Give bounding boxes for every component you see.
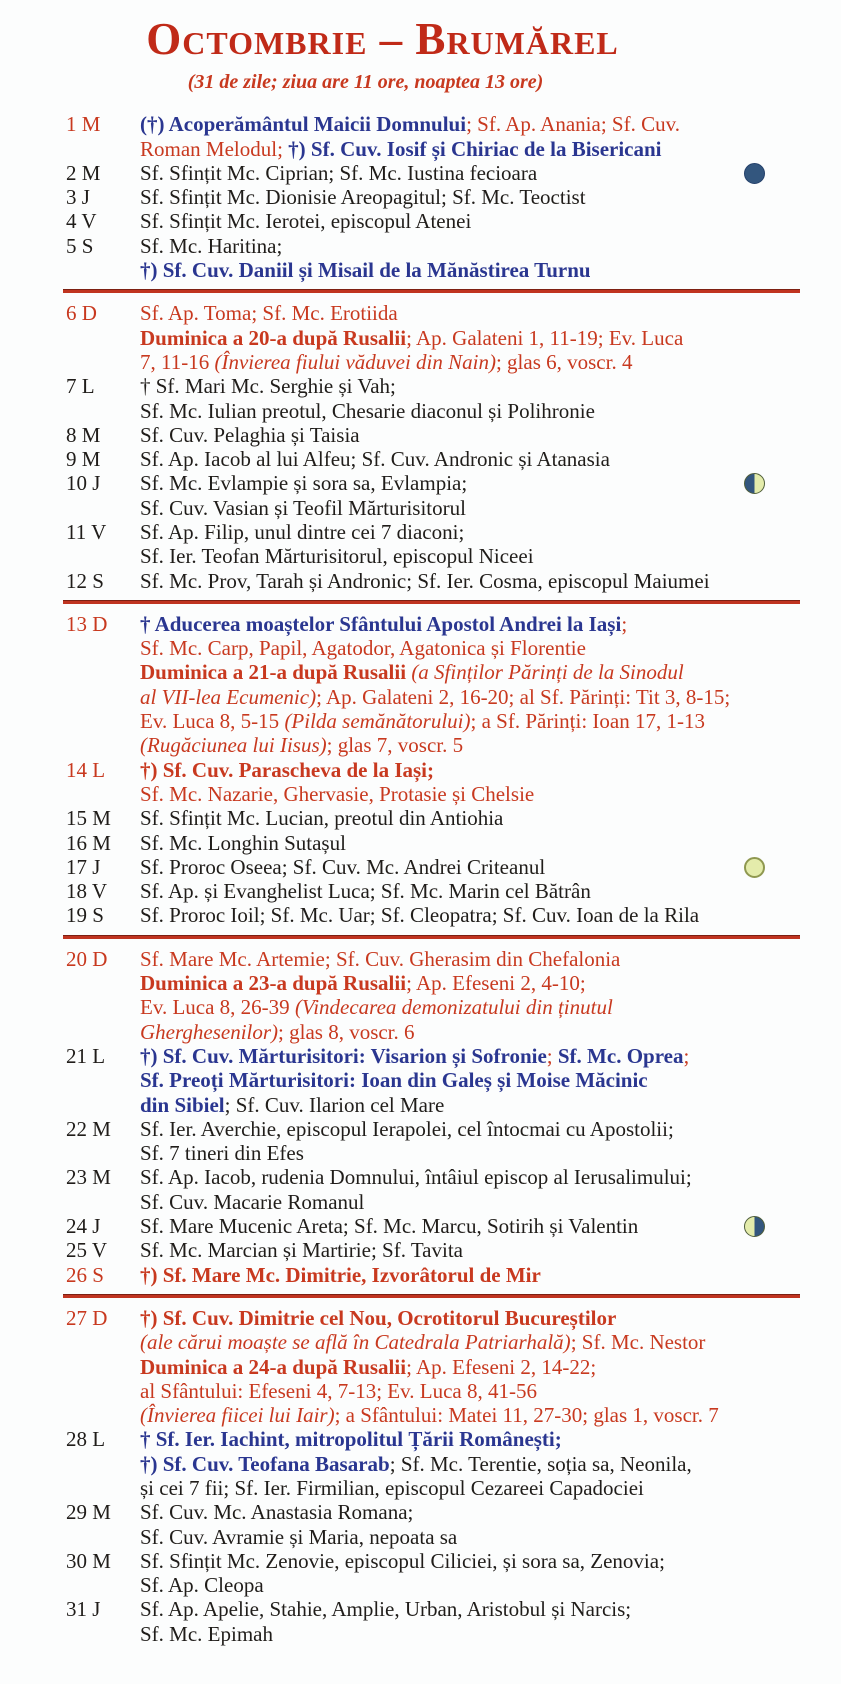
day-row <box>66 612 811 758</box>
entry-text: 7, 11-16 <box>140 349 215 374</box>
entry-line <box>140 1263 811 1287</box>
entry-line <box>140 112 811 136</box>
day-label: 8 M <box>66 422 101 447</box>
day-entry <box>140 185 811 209</box>
entry-line <box>140 660 811 684</box>
entry-line <box>140 1044 811 1068</box>
entry-text: Sf. Ap. și Evanghelist Luca; Sf. Mc. Marin cel Bătrân <box>140 879 591 904</box>
entry-line <box>140 831 811 855</box>
entry-line <box>140 209 811 233</box>
entry-text: Sf. Cuv. Mc. Anastasia Romana; <box>140 1500 414 1525</box>
entry-text: Sf. Mc. Carp, Papil, Agatodor, Agatonica și Florentie <box>140 636 586 661</box>
day-label: 14 L <box>66 757 106 782</box>
entry-text: ; Sf. Mc. Terentie, soția sa, Neonila, <box>389 1451 692 1476</box>
entry-text: Sf. Mc. Prov, Tarah și Andronic; Sf. Ier. Cosma, episcopul Maiumei <box>140 568 710 593</box>
entry-line <box>140 971 811 995</box>
day-label: 18 V <box>66 879 108 904</box>
entry-line <box>140 374 811 398</box>
entry-text: † Sf. Mari Mc. Serghie și Vah; <box>140 374 396 399</box>
entry-line <box>140 995 811 1019</box>
entry-text: Sf. Mc. Marcian și Martirie; Sf. Tavita <box>140 1238 463 1263</box>
entry-text: Sf. Preoți Mărturisitori: Ioan din Galeș și Moise Măcinic <box>140 1068 648 1093</box>
entry-text: †) Sf. Cuv. Iosif și Chiriac de la Bisericani <box>288 136 662 161</box>
entry-text: Sf. Sfințit Mc. Ciprian; Sf. Mc. Iustina fecioara <box>140 160 538 185</box>
day-entry <box>140 161 811 185</box>
entry-text: Duminica a 23-a după Rusalii <box>140 971 407 996</box>
day-label: 3 J <box>66 185 90 210</box>
entry-text: al Sfântului: Efeseni 4, 7-13; Ev. Luca 8, 41-56 <box>140 1378 537 1403</box>
entry-text: Ev. Luca 8, 5-15 <box>140 709 285 734</box>
day-row <box>66 112 811 161</box>
day-row <box>66 855 811 879</box>
day-label: 30 M <box>66 1548 111 1573</box>
day-entry <box>140 1165 811 1214</box>
day-label: 21 L <box>66 1043 106 1068</box>
entry-text: Sf. Ap. Toma; Sf. Mc. Erotiida <box>140 301 398 326</box>
entry-line <box>140 1117 811 1141</box>
day-row <box>66 447 811 471</box>
day-label: 6 D <box>66 301 97 326</box>
entry-text: Sf. Cuv. Macarie Romanul <box>140 1189 365 1214</box>
entry-text: Sf. Sfințit Mc. Ierotei, episcopul Atenei <box>140 209 472 234</box>
new-moon-icon <box>744 163 765 184</box>
day-label: 5 S <box>66 233 94 258</box>
entry-line <box>140 879 811 903</box>
entry-line <box>140 1093 811 1117</box>
entry-line <box>140 1525 811 1549</box>
day-row <box>66 1500 811 1549</box>
day-row <box>66 903 811 927</box>
day-row <box>66 209 811 233</box>
day-row <box>66 569 811 593</box>
day-entry <box>140 806 811 830</box>
day-entry <box>140 903 811 927</box>
day-entry <box>140 1500 811 1549</box>
entry-line <box>140 709 811 733</box>
day-entry <box>140 1549 811 1598</box>
day-entry <box>140 879 811 903</box>
entry-text: ; Ap. Galateni 1, 11-19; Ev. Luca <box>406 325 684 350</box>
day-label: 26 S <box>66 1262 104 1287</box>
entry-text: (Pilda semănătorului) <box>284 709 471 734</box>
day-entry <box>140 209 811 233</box>
entry-line <box>140 447 811 471</box>
entry-text: Sf. Mc. Evlampie și sora sa, Evlampia; <box>140 471 468 496</box>
entry-text: Gherghesenilor) <box>140 1019 279 1044</box>
entry-text: Sf. Sfințit Mc. Dionisie Areopagitul; Sf. Mc. Teoctist <box>140 185 586 210</box>
day-row <box>66 1427 811 1500</box>
entry-text: Sf. Ap. Filip, unul dintre cei 7 diaconi; <box>140 520 465 544</box>
day-entry <box>140 1306 811 1427</box>
day-label: 12 S <box>66 568 104 593</box>
day-label: 23 M <box>66 1165 111 1190</box>
day-row <box>66 806 811 830</box>
day-label: 11 V <box>66 520 107 544</box>
entry-text: Sf. Cuv. Vasian și Teofil Mărturisitorul <box>140 495 466 520</box>
entry-line <box>140 258 811 282</box>
entry-line <box>140 733 811 757</box>
day-label: 28 L <box>66 1427 106 1452</box>
entry-line <box>140 1068 811 1092</box>
entry-text: ; Sf. Mc. Nestor <box>570 1330 706 1355</box>
day-row <box>66 374 811 423</box>
entry-text: Sf. Mc. Oprea <box>557 1043 684 1068</box>
day-entry <box>140 1044 811 1117</box>
day-row <box>66 1117 811 1166</box>
day-entry <box>140 831 811 855</box>
day-entry <box>140 423 811 447</box>
day-row <box>66 520 811 569</box>
day-label: 27 D <box>66 1305 108 1330</box>
entry-text: Sf. Ap. Iacob al lui Alfeu; Sf. Cuv. Andronic și Atanasia <box>140 447 610 472</box>
entry-text: †) Sf. Cuv. Daniil și Misail de la Mănăstirea Turnu <box>140 258 591 283</box>
day-row <box>66 185 811 209</box>
day-label: 7 L <box>66 374 95 399</box>
day-row <box>66 879 811 903</box>
day-entry <box>140 1597 811 1646</box>
day-label: 2 M <box>66 160 101 185</box>
day-entry <box>140 612 811 758</box>
entry-line <box>140 301 811 325</box>
entry-text: Sf. Mc. Haritina; <box>140 233 283 258</box>
entry-text: † Aducerea moaștelor Sfântului Apostol Andrei la Iași <box>140 611 622 636</box>
day-label: 31 J <box>66 1597 101 1622</box>
day-label: 17 J <box>66 854 101 879</box>
entry-line <box>140 685 811 709</box>
day-label: 20 D <box>66 946 108 971</box>
entry-text: ; <box>683 1043 690 1068</box>
entry-line <box>140 1452 811 1476</box>
day-row <box>66 471 811 520</box>
entry-text: † Sf. Ier. Iachint, mitropolitul Țării Românești; <box>140 1427 562 1452</box>
entry-line <box>140 1214 811 1238</box>
entry-text: (a Sfinților Părinți de la Sinodul <box>406 660 684 685</box>
day-entry <box>140 1427 811 1500</box>
entry-line <box>140 1190 811 1214</box>
entry-text: ; <box>546 1043 558 1068</box>
entry-line <box>140 423 811 447</box>
entry-text: (†) Acoperământul Maicii Domnului <box>140 112 467 137</box>
day-entry <box>140 1263 811 1287</box>
entry-text: †) Sf. Cuv. Teofana Basarab <box>140 1451 390 1476</box>
entry-text: Sf. Mc. Iulian preotul, Chesarie diaconul și Polihronie <box>140 398 595 423</box>
entry-text: ; a Sfântului: Matei 11, 27-30; glas 1, voscr. 7 <box>334 1403 719 1428</box>
entry-text: Ev. Luca 8, 26-39 <box>140 995 295 1020</box>
entry-text: ; Ap. Galateni 2, 16-20; al Sf. Părinți: Tit 3, 8-15; <box>316 684 731 709</box>
day-row <box>66 1549 811 1598</box>
entry-line <box>140 185 811 209</box>
entry-text: Sf. Cuv. Avramie și Maria, nepoata sa <box>140 1524 458 1549</box>
entry-line <box>140 1141 811 1165</box>
entry-line <box>140 612 811 636</box>
entry-text: ; Ap. Efeseni 2, 14-22; <box>406 1354 597 1379</box>
day-row <box>66 1263 811 1287</box>
entry-text: ; a Sf. Părinți: Ioan 17, 1-13 <box>470 709 705 734</box>
last-moon-icon <box>744 1216 765 1237</box>
entry-text: ; Sf. Cuv. Ilarion cel Mare <box>224 1092 445 1117</box>
entry-line <box>140 569 811 593</box>
day-row <box>66 1238 811 1262</box>
entry-line <box>140 161 811 185</box>
entry-text: Sf. Ap. Iacob, rudenia Domnului, întâiul episcop al Ierusalimului; <box>140 1165 692 1190</box>
day-row <box>66 831 811 855</box>
day-label: 4 V <box>66 209 97 234</box>
day-label: 29 M <box>66 1500 111 1525</box>
entry-text: Sf. Ap. Apelie, Stahie, Amplie, Urban, Aristobul și Narcis; <box>140 1597 632 1622</box>
entry-text: Sf. Ier. Teofan Mărturisitorul, episcopul Niceei <box>140 544 534 569</box>
entry-text: (Învierea fiului văduvei din Nain) <box>214 349 496 374</box>
day-row <box>66 1306 811 1427</box>
entry-text: ; <box>621 611 628 636</box>
week-separator-rule <box>63 935 800 939</box>
day-entry <box>140 1214 811 1238</box>
day-entry <box>140 947 811 1044</box>
entry-line <box>140 1355 811 1379</box>
day-label: 13 D <box>66 611 108 636</box>
entry-line <box>140 326 811 350</box>
entry-line <box>140 1165 811 1189</box>
page-title: Octombrie – Brumărel <box>146 14 619 64</box>
day-entry <box>140 471 811 520</box>
page-subtitle: (31 de zile; ziua are 11 ore, noaptea 13 ore) <box>187 71 544 94</box>
week-separator-rule <box>63 600 800 604</box>
entry-line <box>140 947 811 971</box>
day-entry <box>140 234 811 283</box>
day-entry <box>140 569 811 593</box>
week-separator-rule <box>63 1294 800 1298</box>
day-row <box>66 161 811 185</box>
day-label: 22 M <box>66 1116 111 1141</box>
day-row <box>66 234 811 283</box>
entry-text: †) Sf. Cuv. Parascheva de la Iași; <box>140 757 434 782</box>
entry-text: Sf. Ap. Cleopa <box>140 1573 264 1598</box>
day-label: 10 J <box>66 471 101 496</box>
day-row <box>66 947 811 1044</box>
day-entry <box>140 301 811 374</box>
entry-text: Sf. Mc. Longhin Sutașul <box>140 830 346 855</box>
entry-text: ; glas 7, voscr. 5 <box>326 733 464 758</box>
entry-text: (Învierea fiicei lui Iair) <box>140 1403 335 1428</box>
entry-text: Duminica a 20-a după Rusalii <box>140 325 407 350</box>
day-row <box>66 423 811 447</box>
day-label: 25 V <box>66 1238 108 1263</box>
day-label: 9 M <box>66 447 101 472</box>
day-label: 16 M <box>66 830 111 855</box>
day-label: 15 M <box>66 806 111 831</box>
entry-text: Sf. Mare Mucenic Areta; Sf. Mc. Marcu, Sotirih și Valentin <box>140 1214 639 1239</box>
entry-line <box>140 903 811 927</box>
entry-line <box>140 1379 811 1403</box>
day-entry <box>140 374 811 423</box>
entry-text: Sf. Mc. Epimah <box>140 1621 273 1646</box>
day-entry <box>140 758 811 807</box>
entry-text: din Sibiel <box>140 1092 225 1117</box>
entry-line <box>140 806 811 830</box>
entry-line <box>140 1330 811 1354</box>
entry-text: Duminica a 24-a după Rusalii <box>140 1354 407 1379</box>
day-row <box>66 1214 811 1238</box>
entry-line <box>140 137 811 161</box>
entry-line <box>140 350 811 374</box>
entry-line <box>140 1500 811 1524</box>
day-entry <box>140 112 811 161</box>
entry-line <box>140 758 811 782</box>
entry-text: și cei 7 fii; Sf. Ier. Firmilian, episcopul Cezareei Capadociei <box>140 1475 644 1500</box>
day-label: 19 S <box>66 903 104 928</box>
entry-text: Duminica a 21-a după Rusalii <box>140 660 407 685</box>
day-row <box>66 1044 811 1117</box>
entry-text: Sf. Sfințit Mc. Lucian, preotul din Antiohia <box>140 806 504 831</box>
day-row <box>66 1165 811 1214</box>
entry-line <box>140 496 811 520</box>
day-entry <box>140 447 811 471</box>
entry-text: Sf. Mc. Nazarie, Ghervasie, Protasie și Chelsie <box>140 781 535 806</box>
day-label: 1 M <box>66 112 101 137</box>
day-list <box>66 112 811 1646</box>
entry-text: Sf. 7 tineri din Efes <box>140 1141 304 1166</box>
entry-line <box>140 1549 811 1573</box>
week-separator-rule <box>63 289 800 293</box>
entry-line <box>140 234 811 258</box>
entry-text: †) Sf. Cuv. Mărturisitori: Visarion și Sofronie <box>140 1043 547 1068</box>
entry-line <box>140 520 811 544</box>
entry-text: Sf. Cuv. Pelaghia și Taisia <box>140 422 360 447</box>
entry-line <box>140 1238 811 1262</box>
day-entry <box>140 520 811 569</box>
day-row <box>66 301 811 374</box>
day-entry <box>140 855 811 879</box>
entry-line <box>140 855 811 879</box>
entry-text: (Rugăciunea lui Iisus) <box>140 733 327 758</box>
full-moon-icon <box>744 857 765 878</box>
entry-text: Roman Melodul; <box>140 136 289 161</box>
entry-line <box>140 544 811 568</box>
entry-text: Sf. Proroc Ioil; Sf. Mc. Uar; Sf. Cleopatra; Sf. Cuv. Ioan de la Rila <box>140 903 700 928</box>
day-row <box>66 758 811 807</box>
entry-text: Sf. Mare Mc. Artemie; Sf. Cuv. Gherasim din Chefalonia <box>140 946 621 971</box>
entry-text: Sf. Ier. Averchie, episcopul Ierapolei, cel întocmai cu Apostolii; <box>140 1116 674 1141</box>
entry-text: al VII-lea Ecumenic) <box>140 684 317 709</box>
day-entry <box>140 1238 811 1262</box>
entry-text: ; glas 8, voscr. 6 <box>278 1019 415 1044</box>
entry-text: Sf. Sfințit Mc. Zenovie, episcopul Ciliciei, și sora sa, Zenovia; <box>140 1548 665 1573</box>
entry-line <box>140 1427 811 1451</box>
entry-line <box>140 399 811 423</box>
entry-line <box>140 1403 811 1427</box>
entry-line <box>140 1020 811 1044</box>
day-entry <box>140 1117 811 1166</box>
entry-text: †) Sf. Mare Mc. Dimitrie, Izvorâtorul de Mir <box>140 1262 541 1287</box>
entry-line <box>140 1306 811 1330</box>
entry-text: ; Ap. Efeseni 2, 4-10; <box>406 971 586 996</box>
entry-text: ; glas 6, voscr. 4 <box>495 349 633 374</box>
entry-text: (ale cărui moaște se află în Catedrala Patriarhală) <box>140 1330 571 1355</box>
entry-line <box>140 636 811 660</box>
entry-text: ; Sf. Ap. Anania; Sf. Cuv. <box>466 112 680 137</box>
entry-line <box>140 1573 811 1597</box>
entry-line <box>140 1622 811 1646</box>
day-label: 24 J <box>66 1214 101 1239</box>
entry-text: (Vindecarea demonizatului din ținutul <box>294 995 613 1020</box>
entry-line <box>140 471 811 495</box>
entry-line <box>140 782 811 806</box>
day-row <box>66 1597 811 1646</box>
entry-text: Sf. Proroc Oseea; Sf. Cuv. Mc. Andrei Criteanul <box>140 854 546 879</box>
entry-text: †) Sf. Cuv. Dimitrie cel Nou, Ocrotitorul Bucureștilor <box>140 1305 617 1330</box>
entry-line <box>140 1597 811 1621</box>
entry-line <box>140 1476 811 1500</box>
